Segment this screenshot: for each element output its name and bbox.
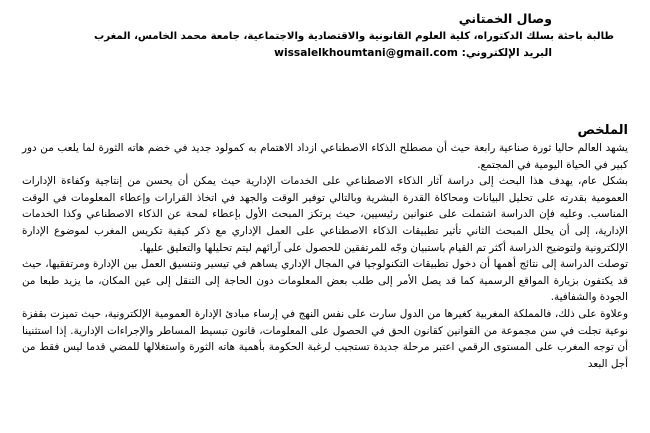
- author-affiliation: طالبة باحثة بسلك الدكتوراه، كلية العلوم القانونية والاقتصادية والاجتماعية، جامعة محمد الخامس، المغرب: [94, 31, 614, 42]
- abstract-body: [22, 140, 628, 372]
- email-line: [36, 45, 614, 62]
- email-address: wissalelkhoumtani@gmail.com: [274, 47, 458, 59]
- abstract-paragraph: بشكل عام، يهدف هذا البحث إلى دراسة آثار الذكاء الاصطناعي على الخدمات الإدارية حيث يمكن أن يحسن من إنتاجية وكفاءة الإدارات العمومية بقدرته على تحليل البيانات ومحاكاة القدرة البشرية وبالتالي توفير الوقت والجهد في اتخاذ القرارات وإعطاء المعلومات في الوقت المناسب. وعليه فإن الدراسة اشتملت على عنوانين رئيسيين، حيث يرتكز المبحث الأول بإعطاء لمحة عن الذكاء الاصطناعي وكذا الخدمات الإدارية، إلى أن يحلل المبحث الثاني تأثير تطبيقات الذكاء الاصطناعي على العمل الإداري مع ذكر كيفية تكريس المغرب لموضوع الإدارة الإلكترونية ولتوضيح الدراسة أكثر تم القيام باستبيان وجّه للمرتفقين للحصول على آرائهم ليتم تحليلها والتعليق عليها.: [22, 175, 628, 254]
- abstract-paragraph: وعلاوة على ذلك، فالمملكة المغربية كغيرها من الدول سارت على نفس النهج في إرساء مبادئ الإدارة العمومية الإلكترونية، حيث تميزت بقفزة نوعية تجلت في سن مجموعة من القوانين كقانون الحق في الحصول على المعلومات، قانون تبسيط المساطر والإجراءات الإدارية. إذا استثنينا أن توجه المغرب على المستوى الرقمي اعتبر مرحلة جديدة تستجيب لرغبة الحكومة بأهمية هاته الثورة واستغلالها للمضي قدما ليس فقط من أجل البعد: [22, 307, 628, 370]
- author-block: [36, 10, 614, 62]
- author-name: وصال الخمتاني: [458, 11, 552, 26]
- abstract-paragraph: توصلت الدراسة إلى نتائج أهمها أن دخول تطبيقات التكنولوجيا في المجال الإداري يساهم في تيسير وتنسيق العمل بين الإدارة ومرتفقيها، حيث قد يكتفون بزيارة المواقع الرسمية كما قد يصل الأمر إلى طلب بعض المعلومات دون الحاجة إلى التنقل إلى عين المكان، ما يزيد طبعا من الجودة والشفافية.: [22, 258, 628, 304]
- email-label: البريد الإلكتروني:: [461, 47, 552, 59]
- abstract-heading: الملخص: [577, 123, 628, 138]
- abstract-paragraph: يشهد العالم حاليا ثورة صناعية رابعة حيث أن مصطلح الذكاء الاصطناعي ازداد الاهتمام به كمولود جديد في خضم هاته الثورة لما يلعب من دور كبير في الحياة اليومية في المجتمع.: [22, 142, 628, 171]
